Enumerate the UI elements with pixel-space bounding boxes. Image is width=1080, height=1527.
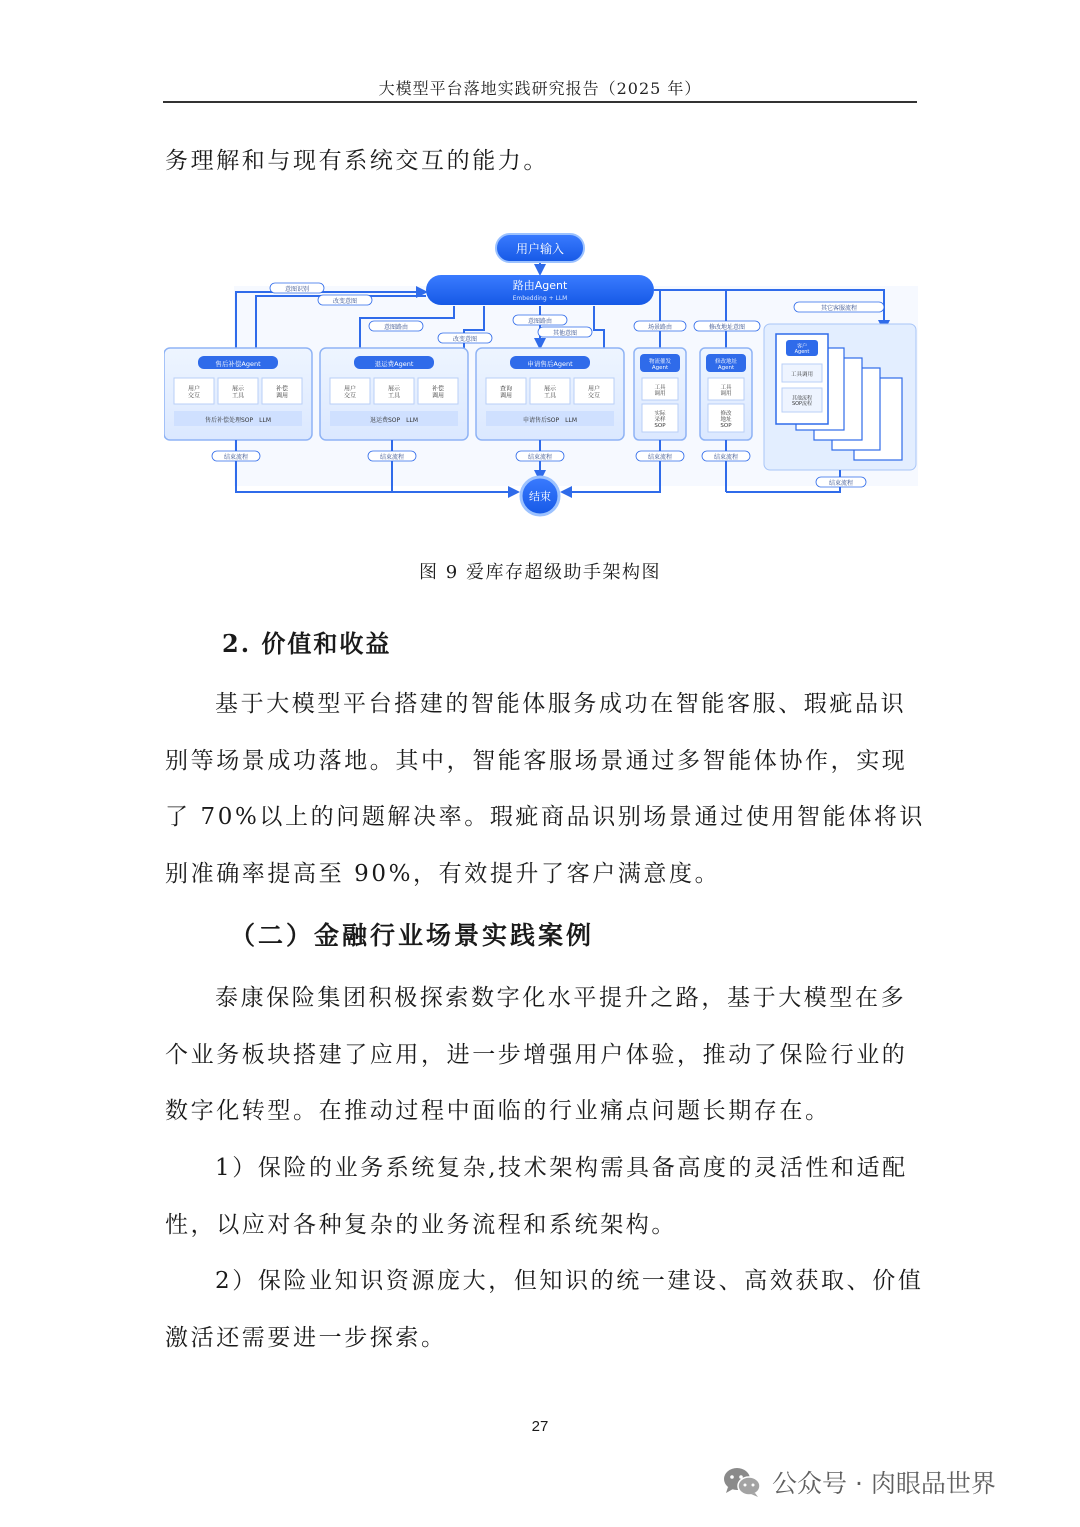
edge-end-flow-6: 结束流程 xyxy=(828,480,854,487)
paragraph-taikang xyxy=(165,970,908,1140)
agent-panel-modify-address xyxy=(700,348,752,440)
text-line: 数字化转型。在推动过程中面临的行业痛点问题长期存在。 xyxy=(165,1098,831,1124)
other-agents-stack xyxy=(764,324,916,470)
edge-intent-recog: 意图识别 xyxy=(284,286,310,293)
edge-modify-addr: 修改地址意图 xyxy=(708,324,746,331)
section-heading-value: 2. 价值和收益 xyxy=(222,629,392,658)
edge-change-intent: 改变意图 xyxy=(332,298,358,305)
agent-4-cell-2: 实际采样 SOP xyxy=(654,410,666,430)
figure-caption: 图 9 爱库存超级助手架构图 xyxy=(419,562,661,583)
text-line: 2）保险业知识资源庞大，但知识的统一建设、高效获取、价值 xyxy=(215,1268,924,1294)
agent-2-title: 退运费Agent xyxy=(374,360,414,368)
agent-panel-apply-aftersale xyxy=(476,348,624,440)
page-number: 27 xyxy=(531,1418,549,1435)
text-line: 1）保险的业务系统复杂,技术架构需具备高度的灵活性和适配 xyxy=(215,1155,908,1181)
stack-sop: 其他流程 SOP流程 xyxy=(791,395,813,407)
text-line: 务理解和与现有系统交互的能力。 xyxy=(165,148,549,174)
agent-5-cell-1: 工具调用 xyxy=(720,384,732,398)
edge-end-flow-1: 结束流程 xyxy=(223,454,249,461)
user-input-label: 用户输入 xyxy=(515,242,565,256)
agent-1-cell-2: 展示工具 xyxy=(231,385,245,400)
agent-1-footer: 售后补偿处理SOP LLM xyxy=(204,417,272,424)
text-line: 激活还需要进一步探索。 xyxy=(165,1324,447,1351)
agent-5-title: 修改地址 Agent xyxy=(714,358,738,372)
agent-3-title: 申请售后Agent xyxy=(527,360,573,368)
agent-panel-freight xyxy=(320,348,468,440)
text-line: 基于大模型平台搭建的智能体服务成功在智能客服、瑕疵品识 xyxy=(215,691,907,717)
paragraph-item-2 xyxy=(165,1253,924,1366)
agent-3-cell-3: 用户交互 xyxy=(587,385,601,400)
edge-scene-route: 场景路由 xyxy=(647,324,673,331)
router-agent-label: 路由Agent xyxy=(512,279,568,292)
edge-other-intent: 其他意图 xyxy=(552,330,578,337)
text-line: 泰康保险集团积极探索数字化水平提升之路，基于大模型在多 xyxy=(215,985,907,1011)
paragraph-value xyxy=(165,676,926,902)
watermark-text: 公众号 · 肉眼品世界 xyxy=(772,1469,996,1498)
wechat-icon xyxy=(722,1466,762,1498)
edge-end-flow-2: 结束流程 xyxy=(379,454,405,461)
edge-end-flow-5: 结束流程 xyxy=(713,454,739,461)
paragraph-intro-tail xyxy=(165,133,900,190)
agent-2-footer: 退运费SOP LLM xyxy=(369,417,419,424)
watermark xyxy=(722,1462,996,1502)
agent-4-cell-1: 工具调用 xyxy=(654,384,666,398)
edge-change-intent-2: 改变意图 xyxy=(452,336,478,343)
agent-2-cell-2: 展示工具 xyxy=(387,385,401,400)
agent-3-footer: 申请售后SOP LLM xyxy=(522,417,578,424)
header-rule xyxy=(163,101,917,103)
agent-panel-aftersale xyxy=(164,348,312,440)
edge-intent-route-1: 意图路由 xyxy=(383,324,409,331)
agent-1-cell-1: 用户交互 xyxy=(187,385,201,400)
edge-other-flows: 其它客服流程 xyxy=(820,305,858,312)
router-agent-sub: Embedding + LLM xyxy=(512,295,568,302)
agent-2-cell-1: 用户交互 xyxy=(343,385,357,400)
agent-1-cell-3: 补偿调用 xyxy=(275,385,289,400)
text-line: 别准确率提高至 90%，有效提升了客户满意度。 xyxy=(165,860,721,887)
text-line: 个业务板块搭建了应用，进一步增强用户体验，推动了保险行业的 xyxy=(165,1041,908,1068)
text-line: 了 70%以上的问题解决率。瑕疵商品识别场景通过使用智能体将识 xyxy=(165,804,926,830)
paragraph-item-1 xyxy=(165,1140,908,1253)
agent-panel-logistics xyxy=(634,348,686,440)
agent-2-cell-3: 补偿调用 xyxy=(431,385,445,400)
agent-3-cell-2: 展示工具 xyxy=(543,385,557,400)
stack-title: 客户 Agent xyxy=(794,343,810,355)
stack-tool: 工具调用 xyxy=(790,372,814,378)
architecture-diagram xyxy=(164,230,918,520)
text-line: 性，以应对各种复杂的业务流程和系统架构。 xyxy=(165,1211,677,1238)
section-heading-finance: （二）金融行业场景实践案例 xyxy=(230,921,595,950)
agent-3-cell-1: 查询调用 xyxy=(499,385,513,400)
edge-end-flow-3: 结束流程 xyxy=(527,454,553,461)
agent-4-title: 物流催发 Agent xyxy=(648,358,672,372)
end-node-label: 结束 xyxy=(529,490,551,503)
running-header: 大模型平台落地实践研究报告（2025 年） xyxy=(378,79,702,98)
edge-end-flow-4: 结束流程 xyxy=(647,454,673,461)
text-line: 别等场景成功落地。其中，智能客服场景通过多智能体协作，实现 xyxy=(165,747,908,774)
agent-1-title: 售后补偿Agent xyxy=(215,360,261,368)
edge-intent-route-2: 意图路由 xyxy=(527,318,553,325)
agent-5-cell-2: 修改地址 SOP xyxy=(720,410,732,430)
